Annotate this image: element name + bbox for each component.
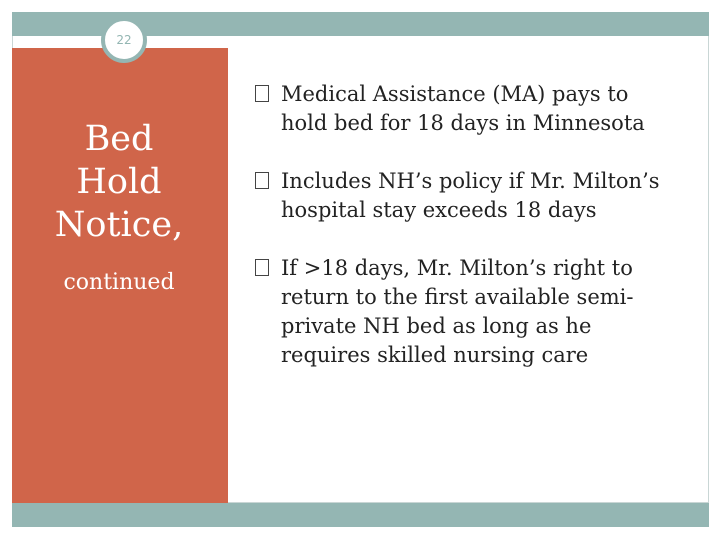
bullet-box-icon [255, 259, 269, 276]
slide-subtitle: continued [63, 270, 175, 295]
bullet-box-icon [255, 172, 269, 189]
bullet-item [255, 80, 675, 138]
title-line-2: Hold [76, 162, 162, 202]
bullet-box-icon [255, 85, 269, 102]
slide-number: 22 [116, 33, 132, 47]
title-line-3: Notice, [54, 205, 184, 245]
bullet-text: Includes NH’s policy if Mr. Milton’s hospital stay exceeds 18 days [281, 169, 660, 222]
slide-number-badge [101, 17, 147, 63]
bullet-item [255, 167, 675, 225]
title-line-1: Bed [84, 119, 154, 159]
bullet-text: Medical Assistance (MA) pays to hold bed for 18 days in Minnesota [281, 82, 645, 135]
bullet-text: If >18 days, Mr. Milton’s right to return to the first available semi-private NH bed as long as he requires skilled nursing care [281, 256, 634, 367]
slide-title [14, 118, 224, 247]
bullet-item [255, 254, 675, 370]
bottom-bar [12, 503, 709, 527]
bullet-list [255, 80, 675, 399]
